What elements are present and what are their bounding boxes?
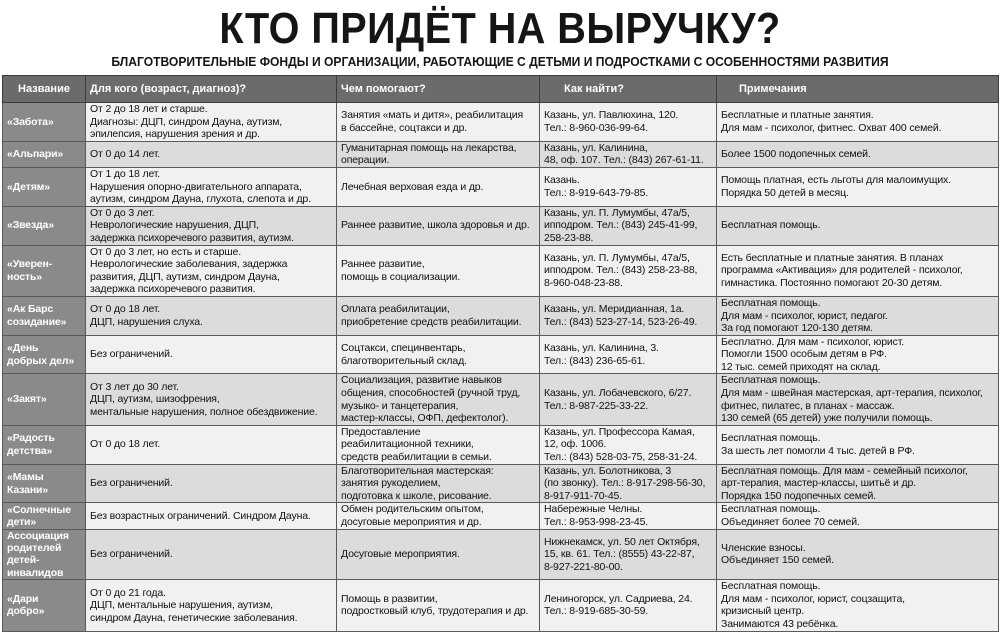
org-help-line: в бассейне, соцтакси и др. bbox=[341, 121, 468, 134]
org-help-line: досуговые мероприятия и др. bbox=[341, 516, 482, 528]
org-notes-line: Бесплатная помощь. bbox=[721, 432, 821, 445]
org-notes-line: гимнастика. Постоянно помогают 20-30 детям. bbox=[721, 277, 943, 290]
table-row bbox=[3, 141, 999, 167]
org-name bbox=[3, 374, 86, 425]
org-help-line: операции. bbox=[341, 154, 390, 167]
org-notes bbox=[717, 580, 999, 631]
org-contacts-line: Казань, ул. Калинина, 3. bbox=[544, 341, 659, 354]
org-for-whom-line: От 0 до 18 лет. bbox=[90, 438, 161, 451]
page-title: КТО ПРИДЁТ НА ВЫРУЧКУ? bbox=[219, 4, 781, 53]
org-notes-line: 12 тыс. семей приходят на склад. bbox=[721, 360, 881, 373]
org-notes-line: Бесплатная помощь. bbox=[721, 580, 821, 593]
table-row bbox=[3, 335, 999, 374]
org-contacts-line: Тел.: 8-987-225-33-22. bbox=[544, 399, 649, 412]
org-name-line: «Альпари» bbox=[7, 148, 64, 161]
org-contacts-line: 15, кв. 61. Тел.: (8555) 43-22-87, bbox=[544, 548, 695, 561]
org-for-whom bbox=[86, 335, 337, 374]
org-help bbox=[337, 464, 540, 503]
org-for-whom bbox=[86, 141, 337, 167]
org-help-line: Досуговые мероприятия. bbox=[341, 548, 460, 561]
org-for-whom-line: Неврологические заболевания, задержка bbox=[90, 258, 288, 271]
org-for-whom bbox=[86, 167, 337, 206]
org-name-line: ность» bbox=[7, 270, 42, 283]
table-row bbox=[3, 167, 999, 206]
org-notes-line: Бесплатно. Для мам - психолог, юрист. bbox=[721, 335, 904, 348]
org-help bbox=[337, 580, 540, 631]
org-help-line: Раннее развитие, bbox=[341, 258, 425, 271]
org-for-whom-line: Без ограничений. bbox=[90, 348, 173, 361]
org-name-line: «Забота» bbox=[7, 115, 54, 128]
org-contacts-line: Тел.: (843) 236-65-61. bbox=[544, 354, 646, 367]
org-for-whom-line: От 2 до 18 лет и старше. bbox=[90, 103, 208, 115]
header-notes: Примечания bbox=[717, 76, 999, 103]
org-help-line: Благотворительная мастерская: bbox=[341, 464, 494, 477]
org-name-line: детей- bbox=[7, 554, 40, 567]
table-row bbox=[3, 206, 999, 245]
org-notes bbox=[717, 464, 999, 503]
org-name-line: «Детям» bbox=[7, 180, 50, 193]
org-contacts bbox=[540, 374, 717, 425]
org-for-whom-line: развития, ДЦП, аутизм, синдром Дауна, bbox=[90, 270, 280, 283]
org-for-whom-line: От 0 до 18 лет. bbox=[90, 303, 161, 316]
org-notes-line: Для мам - психолог, юрист, педагог. bbox=[721, 309, 888, 322]
org-name-line: дети» bbox=[7, 516, 37, 528]
org-help-line: Гуманитарная помощь на лекарства, bbox=[341, 141, 517, 154]
org-name-line: «День bbox=[7, 342, 39, 355]
org-contacts-line: Казань, ул. П. Лумумбы, 47а/5, bbox=[544, 206, 690, 219]
org-contacts bbox=[540, 464, 717, 503]
org-for-whom bbox=[86, 296, 337, 335]
org-contacts-line: 8-917-911-70-45. bbox=[544, 489, 622, 502]
org-help-line: общения, способностей (ручной труд, bbox=[341, 387, 521, 400]
org-name-line: «Звезда» bbox=[7, 219, 54, 232]
table-row bbox=[3, 503, 999, 529]
org-notes-line: Более 1500 подопечных семей. bbox=[721, 148, 871, 161]
org-contacts bbox=[540, 245, 717, 296]
org-help-line: музыко- и танцетерапия, bbox=[341, 399, 459, 412]
org-name-line: добрых дел» bbox=[7, 354, 75, 367]
org-help bbox=[337, 103, 540, 142]
org-help-line: подростковый клуб, трудотерапия и др. bbox=[341, 605, 529, 618]
org-help-line: Обмен родительским опытом, bbox=[341, 503, 484, 516]
org-help-line: Занятия «мать и дитя», реабилитация bbox=[341, 109, 523, 122]
org-help-line: средств реабилитации в семьи. bbox=[341, 451, 492, 464]
org-contacts bbox=[540, 529, 717, 580]
org-for-whom-line: Неврологические нарушения, ДЦП, bbox=[90, 219, 259, 232]
org-name-line: созидание» bbox=[7, 315, 67, 328]
org-contacts-line: 8-960-048-23-88. bbox=[544, 277, 623, 290]
org-notes bbox=[717, 245, 999, 296]
org-name bbox=[3, 335, 86, 374]
org-for-whom bbox=[86, 529, 337, 580]
org-contacts bbox=[540, 296, 717, 335]
org-for-whom bbox=[86, 503, 337, 529]
org-help bbox=[337, 374, 540, 425]
org-help bbox=[337, 296, 540, 335]
org-notes bbox=[717, 503, 999, 529]
org-contacts-line: Набережные Челны. bbox=[544, 503, 643, 516]
org-contacts-line: Тел.: 8-919-643-79-85. bbox=[544, 186, 649, 199]
header-name: Название bbox=[3, 76, 86, 103]
org-for-whom-line: ментальные нарушения, полное обездвижение. bbox=[90, 405, 318, 418]
org-name bbox=[3, 425, 86, 464]
org-for-whom-line: Без ограничений. bbox=[90, 477, 173, 490]
org-for-whom-line: От 0 до 21 года. bbox=[90, 586, 166, 599]
org-for-whom-line: От 0 до 3 лет. bbox=[90, 206, 155, 219]
org-for-whom-line: аутизм, синдром Дауна, глухота, слепота и др. bbox=[90, 193, 311, 206]
org-notes-line: Бесплатная помощь. bbox=[721, 296, 821, 309]
org-contacts bbox=[540, 503, 717, 529]
org-contacts-line: Казань, ул. Болотникова, 3 bbox=[544, 464, 672, 477]
org-notes-line: За шесть лет помогли 4 тыс. детей в РФ. bbox=[721, 444, 915, 457]
org-help-line: занятия рукоделием, bbox=[341, 477, 441, 490]
org-notes bbox=[717, 141, 999, 167]
table-row bbox=[3, 529, 999, 580]
org-name-line: «Дари bbox=[7, 593, 39, 605]
org-notes bbox=[717, 374, 999, 425]
org-for-whom-line: ДЦП, ментальные нарушения, аутизм, bbox=[90, 599, 273, 612]
org-name-line: родителей bbox=[7, 542, 62, 554]
org-contacts-line: Тел.: (843) 523-27-14, 523-26-49. bbox=[544, 315, 698, 328]
org-contacts-line: Казань, ул. Профессора Камая, bbox=[544, 425, 695, 438]
org-contacts bbox=[540, 425, 717, 464]
org-for-whom-line: задержка психоречевого развития, аутизм. bbox=[90, 231, 294, 244]
org-for-whom bbox=[86, 103, 337, 142]
org-help-line: помощь в социализации. bbox=[341, 270, 461, 283]
org-notes-line: Бесплатные и платные занятия. bbox=[721, 109, 874, 122]
org-for-whom bbox=[86, 425, 337, 464]
org-contacts-line: ипподром. Тел.: (843) 245-41-99, bbox=[544, 219, 698, 232]
org-help-line: подготовка к школе, рисование. bbox=[341, 489, 492, 502]
org-notes-line: 130 семей (65 детей) уже получили помощь. bbox=[721, 412, 933, 425]
org-name bbox=[3, 141, 86, 167]
org-contacts bbox=[540, 580, 717, 631]
org-notes-line: Членские взносы. bbox=[721, 541, 806, 554]
org-notes-line: арт-терапия, мастер-классы, шитьё и др. bbox=[721, 477, 916, 490]
org-for-whom-line: Нарушения опорно-двигательного аппарата, bbox=[90, 180, 302, 193]
org-name bbox=[3, 206, 86, 245]
org-contacts-line: ипподром. Тел.: (843) 258-23-88, bbox=[544, 264, 698, 277]
org-for-whom-line: От 3 лет до 30 лет. bbox=[90, 380, 179, 393]
org-for-whom bbox=[86, 464, 337, 503]
org-help bbox=[337, 245, 540, 296]
org-notes bbox=[717, 529, 999, 580]
org-for-whom-line: ДЦП, нарушения слуха. bbox=[90, 315, 203, 328]
org-name bbox=[3, 167, 86, 206]
table-row bbox=[3, 425, 999, 464]
org-notes-line: Бесплатная помощь. Для мам - семейный психолог, bbox=[721, 464, 968, 477]
org-notes-line: Для мам - швейная мастерская, арт-терапия, психолог, bbox=[721, 387, 983, 400]
org-for-whom bbox=[86, 245, 337, 296]
org-help bbox=[337, 141, 540, 167]
org-contacts-line: 48, оф. 107. Тел.: (843) 267-61-11. bbox=[544, 154, 704, 167]
org-notes-line: За год помогают 120-130 детям. bbox=[721, 322, 873, 335]
org-name bbox=[3, 503, 86, 529]
org-contacts-line: Нижнекамск, ул. 50 лет Октября, bbox=[544, 535, 700, 548]
org-help-line: Помощь в развитии, bbox=[341, 592, 438, 605]
org-for-whom-line: От 0 до 14 лет. bbox=[90, 148, 161, 161]
org-for-whom-line: Без ограничений. bbox=[90, 548, 173, 561]
org-contacts-line: Тел.: 8-960-036-99-64. bbox=[544, 121, 649, 134]
org-for-whom-line: От 0 до 3 лет, но есть и старше. bbox=[90, 245, 242, 258]
table-row bbox=[3, 464, 999, 503]
org-notes bbox=[717, 206, 999, 245]
org-contacts-line: 12, оф. 1006. bbox=[544, 438, 607, 451]
org-contacts-line: Казань, ул. Меридианная, 1а. bbox=[544, 303, 685, 316]
org-help-line: Раннее развитие, школа здоровья и др. bbox=[341, 219, 530, 232]
org-name-line: «Закят» bbox=[7, 393, 47, 406]
org-notes-line: Для мам - психолог, юрист, соцзащита, bbox=[721, 592, 905, 605]
org-help-line: Предоставление bbox=[341, 425, 421, 438]
table-row bbox=[3, 245, 999, 296]
org-contacts-line: 258-23-88. bbox=[544, 231, 594, 244]
org-help-line: мастер-классы, ОФП, дефектолог). bbox=[341, 412, 509, 425]
org-name bbox=[3, 529, 86, 580]
org-notes bbox=[717, 425, 999, 464]
org-name-line: детства» bbox=[7, 444, 53, 457]
org-help-line: Социализация, развитие навыков bbox=[341, 374, 502, 387]
org-contacts-line: Казань, ул. Лобачевского, 6/27. bbox=[544, 387, 692, 400]
org-notes-line: Бесплатная помощь. bbox=[721, 374, 821, 387]
org-name bbox=[3, 245, 86, 296]
org-contacts-line: (по звонку). Тел.: 8-917-298-56-30, bbox=[544, 477, 706, 490]
org-help-line: Соцтакси, специнвентарь, bbox=[341, 341, 466, 354]
org-notes-line: Помогли 1500 особым детям в РФ. bbox=[721, 348, 887, 361]
org-contacts-line: Казань. bbox=[544, 174, 580, 187]
org-name bbox=[3, 464, 86, 503]
header-find: Как найти? bbox=[540, 76, 717, 103]
org-notes-line: Есть бесплатные и платные занятия. В планах bbox=[721, 251, 944, 264]
org-contacts-line: Тел.: 8-919-685-30-59. bbox=[544, 605, 649, 618]
org-name bbox=[3, 103, 86, 142]
org-help-line: Лечебная верховая езда и др. bbox=[341, 180, 484, 193]
table-row bbox=[3, 374, 999, 425]
org-help bbox=[337, 335, 540, 374]
org-for-whom-line: ДЦП, аутизм, шизофрения, bbox=[90, 393, 220, 406]
org-contacts-line: Тел.: (843) 528-03-75, 258-31-24. bbox=[544, 451, 698, 464]
org-help bbox=[337, 425, 540, 464]
org-notes-line: фитнес, пилатес, в планах - массаж. bbox=[721, 399, 895, 412]
table-header-row bbox=[3, 76, 999, 103]
org-notes-line: кризисный центр. bbox=[721, 605, 805, 618]
org-name-line: «Радость bbox=[7, 432, 55, 445]
org-name-line: «Ак Барс bbox=[7, 303, 54, 316]
org-name-line: «Солнечные bbox=[7, 503, 71, 516]
org-name bbox=[3, 296, 86, 335]
org-help bbox=[337, 529, 540, 580]
org-help bbox=[337, 167, 540, 206]
org-notes-line: Бесплатная помощь. bbox=[721, 219, 821, 232]
org-contacts bbox=[540, 167, 717, 206]
table-row bbox=[3, 296, 999, 335]
org-help-line: реабилитационной техники, bbox=[341, 438, 474, 451]
org-notes-line: программа «Активация» для родителей - психолог, bbox=[721, 264, 963, 277]
org-name-line: Казани» bbox=[7, 483, 49, 496]
org-contacts-line: Тел.: 8-953-998-23-45. bbox=[544, 516, 649, 528]
org-notes bbox=[717, 167, 999, 206]
org-for-whom bbox=[86, 580, 337, 631]
header-for-whom: Для кого (возраст, диагноз)? bbox=[86, 76, 337, 103]
org-for-whom-line: Без возрастных ограничений. Синдром Дауна. bbox=[90, 509, 311, 522]
org-for-whom-line: задержка психоречевого развития. bbox=[90, 283, 256, 296]
org-help bbox=[337, 503, 540, 529]
org-notes bbox=[717, 296, 999, 335]
org-help bbox=[337, 206, 540, 245]
org-notes-line: Объединяет 150 семей. bbox=[721, 554, 834, 567]
org-contacts bbox=[540, 335, 717, 374]
table-row bbox=[3, 580, 999, 631]
org-help-line: благотворительный склад. bbox=[341, 354, 467, 367]
org-contacts bbox=[540, 206, 717, 245]
org-for-whom-line: Диагнозы: ДЦП, синдром Дауна, аутизм, bbox=[90, 115, 283, 128]
organizations-table bbox=[2, 75, 999, 632]
org-help-line: приобретение средств реабилитации. bbox=[341, 315, 522, 328]
org-for-whom bbox=[86, 374, 337, 425]
org-notes-line: Порядка 50 детей в месяц. bbox=[721, 186, 849, 199]
org-notes bbox=[717, 103, 999, 142]
header-help: Чем помогают? bbox=[337, 76, 540, 103]
org-name-line: «Уверен- bbox=[7, 258, 53, 271]
org-contacts-line: Казань, ул. П. Лумумбы, 47а/5, bbox=[544, 251, 690, 264]
org-for-whom-line: От 1 до 18 лет. bbox=[90, 167, 161, 180]
org-for-whom-line: синдром Дауна, генетические заболевания. bbox=[90, 611, 298, 624]
org-notes-line: Для мам - психолог, фитнес. Охват 400 семей. bbox=[721, 121, 942, 134]
org-for-whom-line: эпилепсия, нарушения зрения и др. bbox=[90, 128, 260, 141]
org-contacts bbox=[540, 141, 717, 167]
org-name bbox=[3, 580, 86, 631]
org-help-line: Оплата реабилитации, bbox=[341, 303, 450, 316]
table-row bbox=[3, 103, 999, 142]
org-notes-line: Занимаются 43 ребёнка. bbox=[721, 618, 839, 630]
org-contacts-line: Казань, ул. Павлюхина, 120. bbox=[544, 109, 679, 122]
org-for-whom bbox=[86, 206, 337, 245]
org-notes-line: Бесплатная помощь. bbox=[721, 503, 821, 516]
org-contacts bbox=[540, 103, 717, 142]
org-notes-line: Объединяет более 70 семей. bbox=[721, 516, 860, 528]
table-body bbox=[3, 103, 999, 632]
org-notes-line: Порядка 150 подопечных семей. bbox=[721, 489, 876, 502]
org-contacts-line: Казань, ул. Калинина, bbox=[544, 141, 648, 154]
org-name-line: добро» bbox=[7, 605, 45, 618]
org-name-line: «Мамы bbox=[7, 471, 44, 484]
page-subtitle: БЛАГОТВОРИТЕЛЬНЫЕ ФОНДЫ И ОРГАНИЗАЦИИ, РАБОТАЮЩИЕ С ДЕТЬМИ И ПОДРОСТКАМИ С ОСОБЕННОСТЯМИ РАЗВИТИЯ bbox=[111, 54, 889, 69]
org-contacts-line: 8-927-221-80-00. bbox=[544, 560, 623, 573]
org-notes bbox=[717, 335, 999, 374]
org-notes-line: Помощь платная, есть льготы для малоимущих. bbox=[721, 174, 951, 187]
org-contacts-line: Лениногорск, ул. Садриева, 24. bbox=[544, 592, 693, 605]
org-name-line: инвалидов bbox=[7, 566, 64, 579]
org-name-line: Ассоциация bbox=[7, 529, 69, 542]
